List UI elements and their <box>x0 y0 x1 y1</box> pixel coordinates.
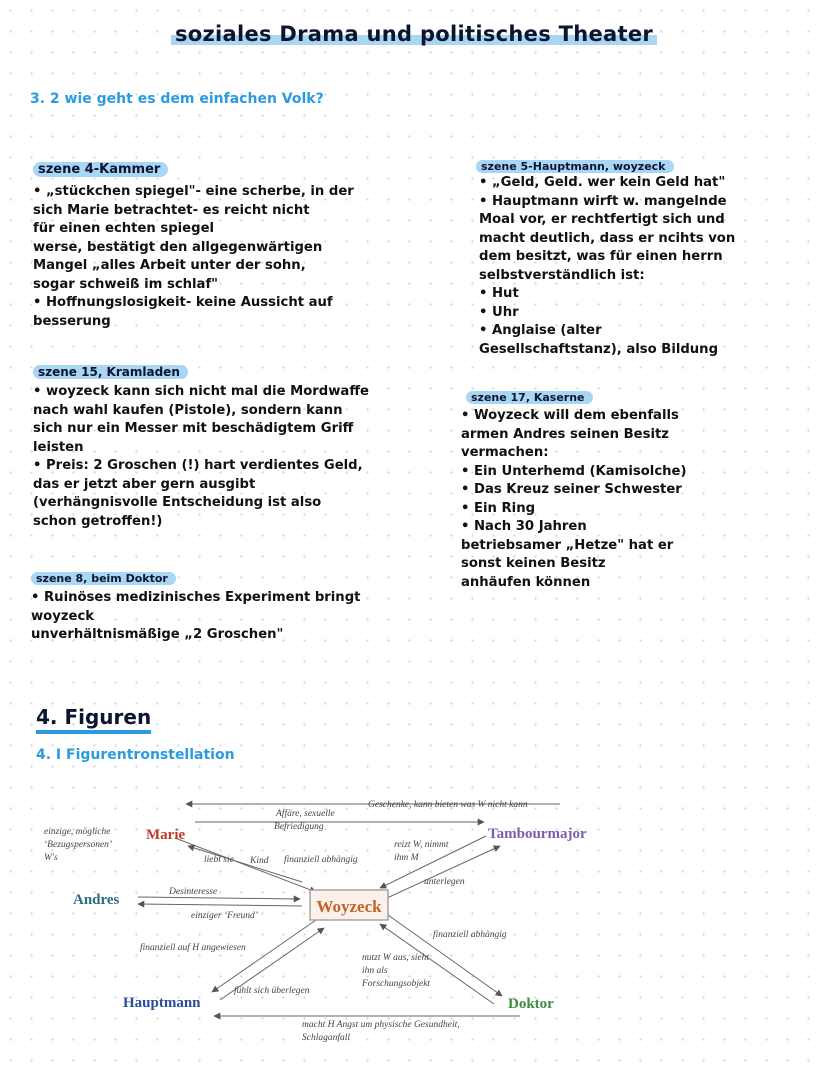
scene-4-heading: szene 4-Kammer <box>33 162 168 177</box>
scene-15-line: • Preis: 2 Groschen (!) hart verdientes Geld, <box>33 458 363 473</box>
scene-5-line: • „Geld, Geld. wer kein Geld hat" <box>479 175 726 190</box>
scene-15-line: (verhängnisvolle Entscheidung ist also <box>33 495 322 510</box>
label-affaere-1: Affäre, sexuelle <box>276 809 335 819</box>
node-tambourmajor: Tambourmajor <box>488 826 587 842</box>
scene-8-line: • Ruinöses medizinisches Experiment bringt <box>31 590 361 605</box>
scene-4-line: sich Marie betrachtet- es reicht nicht <box>33 202 310 218</box>
scene-17-line: betriebsamer „Hetze" hat er <box>461 537 674 553</box>
arrow-andres-woyzeck <box>138 897 300 899</box>
scene-4-line: besserung <box>33 313 111 329</box>
label-geschenke: Geschenke, kann bieten was W nicht kann <box>368 800 528 810</box>
scene-17-heading: szene 17, Kaserne <box>466 391 593 404</box>
node-hauptmann: Hauptmann <box>123 995 201 1011</box>
scene-5-line: Moal vor, er rechtfertigt sich und <box>479 212 725 227</box>
scene-4-line: für einen echten spiegel <box>33 221 215 236</box>
scene-15-line: sich nur ein Messer mit beschädigtem Griff <box>33 421 354 436</box>
scene-15-heading: szene 15, Kramladen <box>33 365 188 379</box>
scene-5-line: dem besitzt, was für einen herrn <box>479 249 723 264</box>
section-4-1-heading: 4. I Figurentronstellation <box>36 747 235 763</box>
label-finanziell-abh-1: finanziell abhängig <box>284 855 358 865</box>
label-bezug-1: einzige, mögliche <box>44 827 111 837</box>
scene-17-line: anhäufen können <box>461 574 591 590</box>
label-unterlegen: unterlegen <box>424 877 465 887</box>
scene-17-line: • Das Kreuz seiner Schwester <box>461 482 682 497</box>
arrow-woyzeck-andres <box>138 904 302 906</box>
node-doktor: Doktor <box>508 996 554 1012</box>
label-fuehlt: fühlt sich überlegen <box>234 986 310 996</box>
label-bezug-3: W's <box>44 853 58 863</box>
scene-4-line: sogar schweiß im schlaf" <box>33 276 219 292</box>
scene-17-line: • Nach 30 Jahren <box>461 519 587 534</box>
label-nutzt-3: Forschungsobjekt <box>362 979 431 989</box>
scene-17-line: sonst keinen Besitz <box>461 556 606 571</box>
label-reizt-2: ihm M <box>394 853 419 863</box>
scene-15-line: schon getroffen!) <box>33 513 163 529</box>
scene-8-line: unverhältnismäßige „2 Groschen" <box>31 627 284 642</box>
scene-17-line: • Ein Ring <box>461 500 536 516</box>
scene-5-line: • Anglaise (alter <box>479 323 602 338</box>
scene-17-line: vermachen: <box>461 445 549 460</box>
scene-4-line: • Hoffnungslosigkeit- keine Aussicht auf <box>33 295 333 310</box>
scene-5-line: selbstverständlich ist: <box>479 267 645 283</box>
node-marie: Marie <box>146 827 186 843</box>
scene-15-line: leisten <box>33 439 84 455</box>
scene-17-line: • Woyzeck will dem ebenfalls <box>461 408 679 423</box>
label-nutzt-2: ihn als <box>362 966 388 976</box>
scene-5-line: • Hut <box>479 286 519 301</box>
scene-5-line: macht deutlich, dass er ncihts von <box>479 230 736 246</box>
scene-8-heading: szene 8, beim Doktor <box>31 572 176 585</box>
scene-17-line: armen Andres seinen Besitz <box>461 426 669 442</box>
scene-5-heading: szene 5-Hauptmann, woyzeck <box>476 160 674 173</box>
label-reizt-1: reizt W, nimmt <box>394 840 449 850</box>
section-4-heading: 4. Figuren <box>36 705 151 729</box>
section-3-2-heading: 3. 2 wie geht es dem einfachen Volk? <box>30 91 324 107</box>
scene-4-line: werse, bestätigt den allgegenwärtigen <box>33 239 323 255</box>
arrow-woyzeck-hauptmann <box>212 920 316 992</box>
arrow-marie-woyzeck <box>175 838 316 892</box>
label-kind: Kind <box>250 856 269 866</box>
scene-15-line: das er jetzt aber gern ausgibt <box>33 476 256 492</box>
scene-5-line: • Uhr <box>479 304 519 320</box>
label-freund: einziger ‘Freund’ <box>191 911 258 921</box>
scene-5-line: Gesellschaftstanz), also Bildung <box>479 341 719 357</box>
scene-8-line: woyzeck <box>31 608 95 624</box>
label-bezug-2: ‘Bezugspersonen’ <box>44 840 113 850</box>
node-woyzeck: Woyzeck <box>316 897 382 916</box>
label-liebt-sie: liebt sie <box>204 855 234 865</box>
label-nutzt-1: nutzt W aus, sieht <box>362 953 430 963</box>
label-desinteresse: Desinteresse <box>169 887 218 897</box>
label-finanziell-abh-2: finanziell abhängig <box>433 930 507 940</box>
label-angst-2: Schlaganfall <box>302 1033 351 1043</box>
scene-4-line: Mangel „alles Arbeit unter der sohn, <box>33 258 306 273</box>
node-andres: Andres <box>73 892 120 908</box>
label-affaere-2: Befriedigung <box>274 822 324 832</box>
label-angst-1: macht H Angst um physische Gesundheit, <box>302 1020 460 1030</box>
scene-15-line: • woyzeck kann sich nicht mal die Mordwaffe <box>33 384 369 399</box>
label-finanziell-h: finanziell auf H angewiesen <box>140 943 246 953</box>
scene-4-line: • „stückchen spiegel"- eine scherbe, in der <box>33 184 354 199</box>
scene-15-line: nach wahl kaufen (Pistole), sondern kann <box>33 402 343 418</box>
scene-17-line: • Ein Unterhemd (Kamisolche) <box>461 463 687 479</box>
page-title: soziales Drama und politisches Theater <box>0 22 828 46</box>
scene-5-line: • Hauptmann wirft w. mangelnde <box>479 193 727 209</box>
